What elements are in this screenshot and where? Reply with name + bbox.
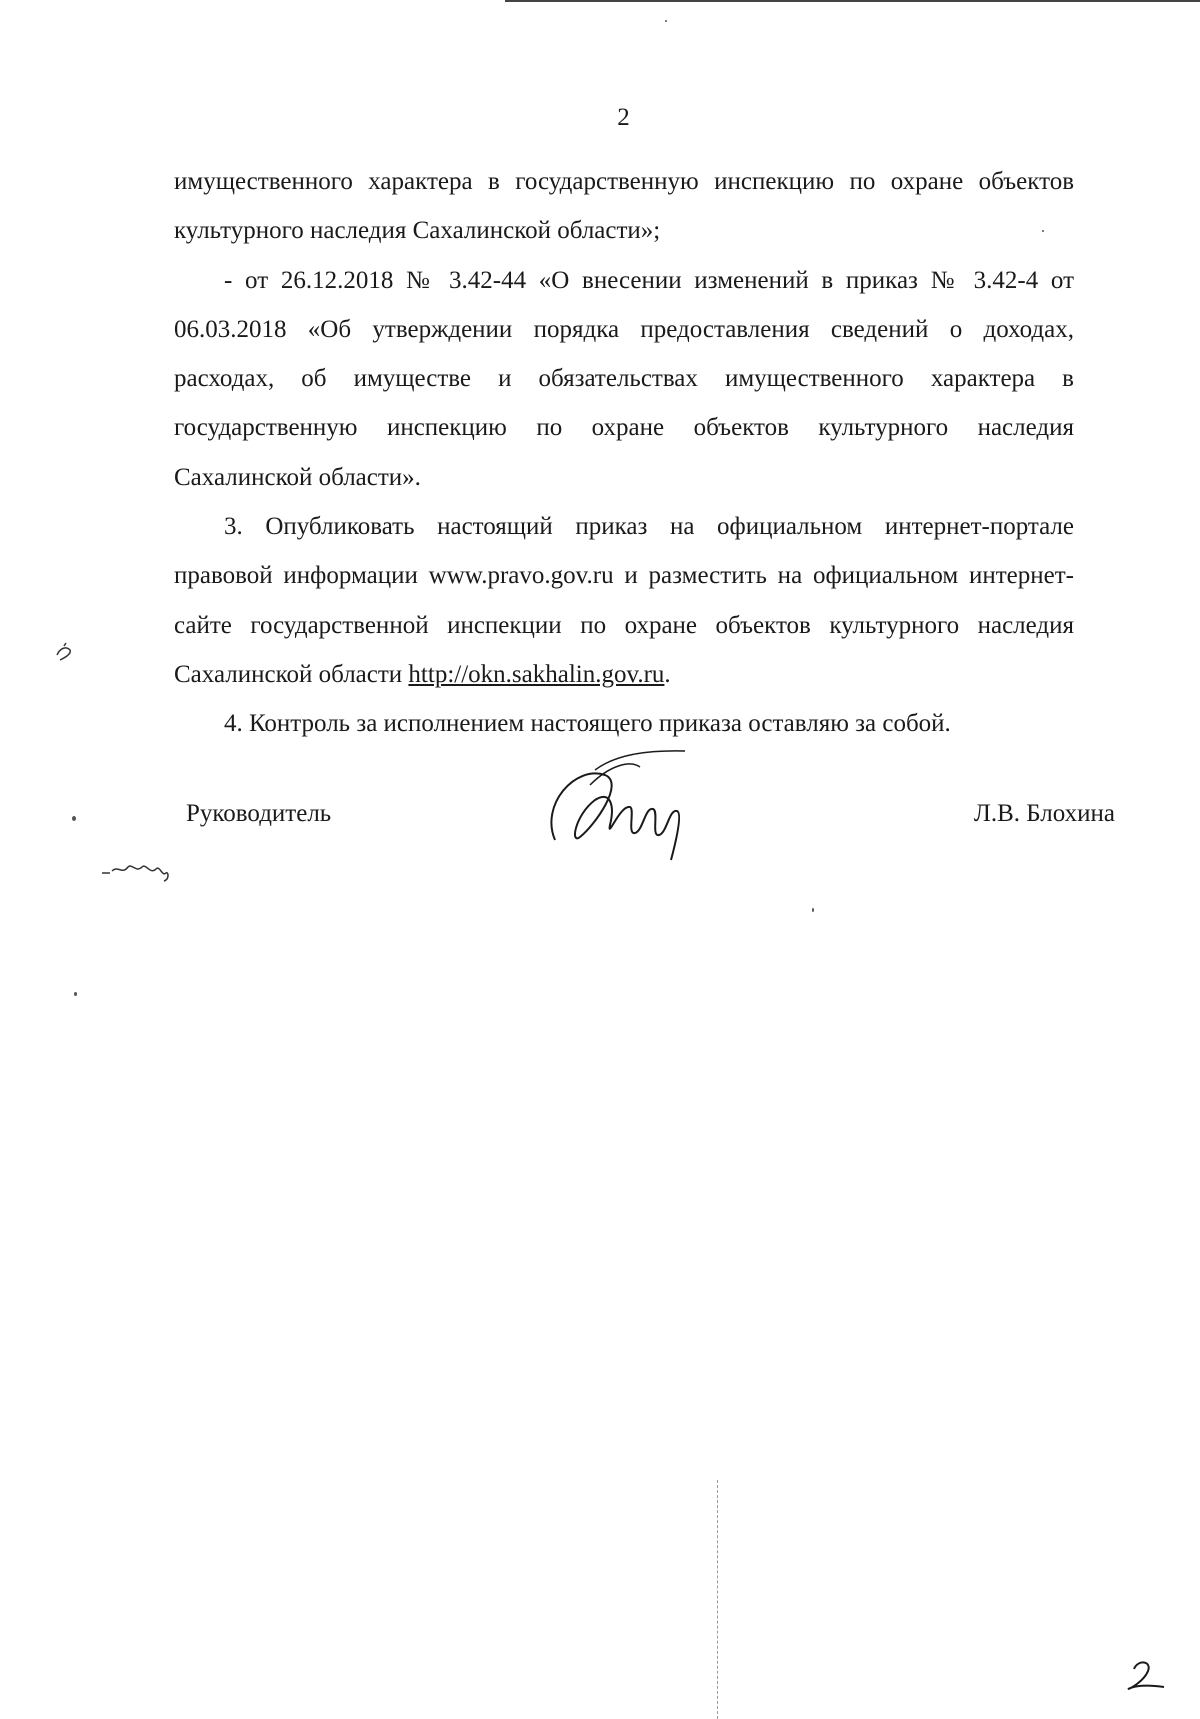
paragraph-amendment: - от 26.12.2018 № 3.42-44 «О внесении изменений в приказ № 3.42-4 от 06.03.2018 «Об утверждении порядка предоставления сведений о доходах, расходах, об имуществе и обязательствах имущественного характера в государственную инспекцию по охране объектов культурного наследия Сахалинской области».: [174, 266, 1074, 491]
paragraph-publish-end: .: [664, 660, 671, 688]
scan-speck: [72, 816, 76, 821]
document-body: [174, 157, 1074, 749]
scan-fold-line: [717, 1480, 719, 1719]
scan-speck: [812, 908, 814, 912]
paragraph-publish-text: 3. Опубликовать настоящий приказ на официальном интернет-портале правовой информации www.pravo.gov.ru и разместить на официальном интернет-сайте государственной инспекции по охране объектов культурного наследия Сахалинской области: [174, 513, 1074, 688]
scan-speck: [665, 20, 667, 22]
paragraph-publish: [174, 502, 1074, 699]
scan-edge-line: [505, 0, 1200, 2]
margin-scribble: [100, 855, 175, 885]
paragraph-continuation: имущественного характера в государственную инспекцию по охране объектов культурного наследия Сахалинской области»;: [174, 168, 1074, 245]
signatory-title: Руководитель: [186, 800, 332, 827]
paragraph-control: 4. Контроль за исполнением настоящего приказа оставляю за собой.: [224, 710, 951, 738]
handwritten-signature: [535, 745, 700, 865]
scan-speck: [74, 992, 77, 996]
signatory-name: Л.В. Блохина: [973, 800, 1115, 827]
scan-speck: [1042, 230, 1044, 232]
page-number: 2: [617, 104, 630, 131]
site-link[interactable]: http://okn.sakhalin.gov.ru: [408, 660, 665, 688]
margin-mark: [52, 640, 77, 665]
handwritten-sheet-number: [1120, 1655, 1170, 1695]
